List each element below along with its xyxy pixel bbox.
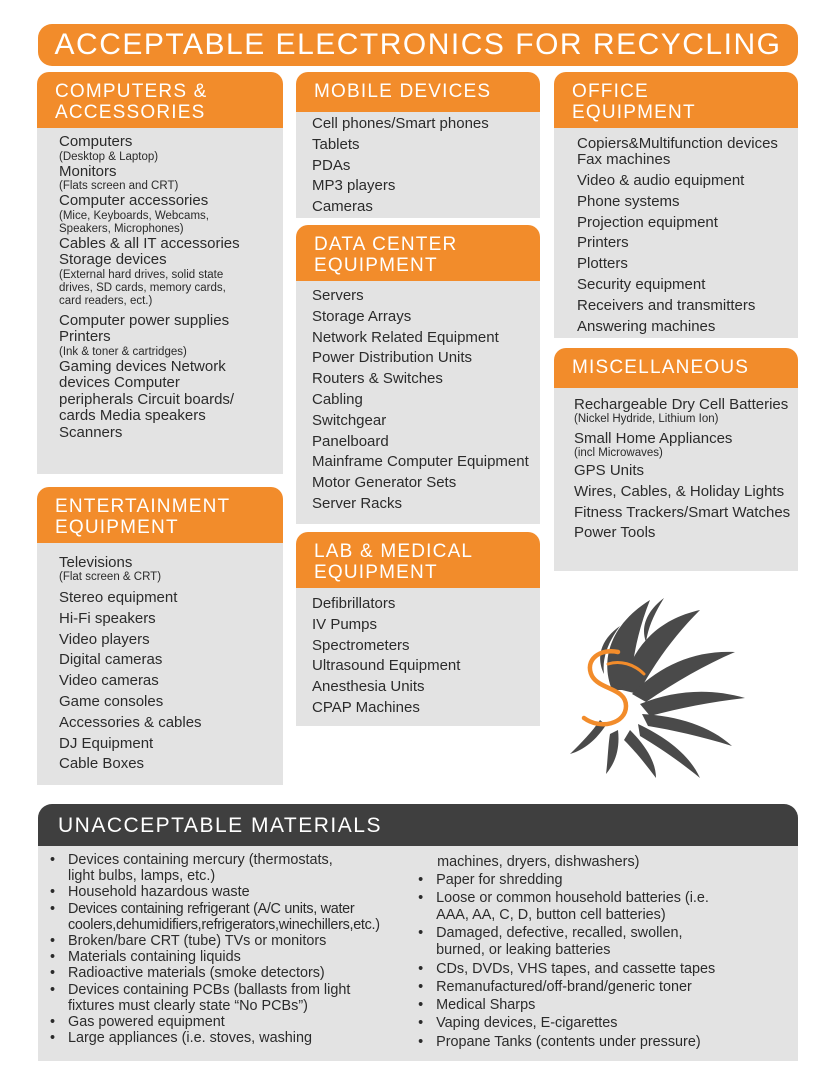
list-item: Stereo equipment xyxy=(59,589,178,606)
item-note: (Flat screen & CRT) xyxy=(59,571,162,583)
list-item: Fitness Trackers/Smart Watches xyxy=(574,503,791,521)
list-item: Anesthesia Units xyxy=(312,678,425,696)
list-item: • Materials containing liquids xyxy=(50,949,241,966)
item-note: (Mice, Keyboards, Webcams, Speakers, Microphones) xyxy=(59,209,209,235)
list-item: Video cameras xyxy=(59,672,159,690)
list-item: CPAP Machines xyxy=(312,698,420,716)
list-item: Printers xyxy=(59,328,111,345)
list-item: Cables & all IT accessories xyxy=(59,234,240,252)
page-title: ACCEPTABLE ELECTRONICS FOR RECYCLING xyxy=(38,24,798,66)
list-item: • Devices containing refrigerant (A/C units, water coolers,dehumidifiers,refrigerators,winechillers,etc.) xyxy=(50,900,380,933)
card-body xyxy=(296,281,540,524)
item-note: (Desktop & Laptop) xyxy=(59,150,159,163)
list-item: Accessories & cables xyxy=(59,713,202,731)
list-item: • Broken/bare CRT (tube) TVs or monitors xyxy=(50,933,327,950)
list-item: MP3 players xyxy=(312,177,396,195)
card-heading: COMPUTERS & ACCESSORIES xyxy=(37,72,283,128)
section-heading: UNACCEPTABLE MATERIALS xyxy=(38,804,798,846)
list-item: • Loose or common household batteries (i.e. AAA, AA, C, D, button cell batteries) xyxy=(418,889,709,924)
list-item: Projection equipment xyxy=(577,213,718,231)
list-item-continuation: machines, dryers, dishwashers) xyxy=(437,854,640,870)
card-heading: MOBILE DEVICES xyxy=(296,72,540,112)
item-note: (Nickel Hydride, Lithium Ion) xyxy=(574,413,719,425)
list-item: Motor Generator Sets xyxy=(312,474,457,492)
list-item: Printers xyxy=(577,234,629,252)
card-heading: OFFICE EQUIPMENT xyxy=(554,72,798,128)
list-item: Game consoles xyxy=(59,692,164,710)
flame-s-logo xyxy=(560,590,800,780)
list-item: Copiers&Multifunction devices Fax machines xyxy=(577,135,778,168)
list-item: Computer accessories xyxy=(59,192,209,209)
card-heading: DATA CENTER EQUIPMENT xyxy=(296,225,540,281)
list-item: • Propane Tanks (contents under pressure) xyxy=(418,1033,701,1050)
card-computers-accessories xyxy=(37,72,283,474)
card-body xyxy=(296,112,540,218)
unacceptable-list-right xyxy=(416,852,788,1061)
list-item: Small Home Appliances xyxy=(574,430,733,447)
item-note: (External hard drives, solid state drives, SD cards, memory cards, card readers, ect.) xyxy=(59,268,226,307)
unacceptable-materials-panel xyxy=(38,804,798,1061)
list-item: Cameras xyxy=(312,198,373,216)
card-body xyxy=(37,128,283,474)
list-item: Security equipment xyxy=(577,275,706,293)
list-item: Rechargeable Dry Cell Batteries xyxy=(574,396,789,413)
section-body xyxy=(38,846,798,1061)
item-note: (incl Microwaves) xyxy=(574,447,663,459)
list-item: Video & audio equipment xyxy=(577,172,745,189)
list-item: Computers xyxy=(59,133,133,150)
list-item: Tablets xyxy=(312,135,360,153)
list-item: DJ Equipment xyxy=(59,734,154,752)
card-data-center-equipment xyxy=(296,225,540,524)
list-item: • Gas powered equipment xyxy=(50,1014,225,1031)
list-item: • Medical Sharps xyxy=(418,997,536,1014)
list-item: Televisions xyxy=(59,554,133,571)
list-item: • Devices containing mercury (thermostats, light bulbs, lamps, etc.) xyxy=(50,852,333,885)
unacceptable-list-left xyxy=(48,852,410,1061)
list-item: Panelboard xyxy=(312,432,389,450)
list-item: Server Racks xyxy=(312,494,403,512)
card-heading: LAB & MEDICAL EQUIPMENT xyxy=(296,532,540,588)
card-miscellaneous xyxy=(554,348,798,571)
list-item: Receivers and transmitters xyxy=(577,296,756,314)
card-entertainment-equipment xyxy=(37,487,283,785)
logo-leaves xyxy=(570,598,745,778)
list-item: • Radioactive materials (smoke detectors) xyxy=(50,965,325,982)
list-item: Storage Arrays xyxy=(312,307,412,325)
list-item: Plotters xyxy=(577,255,628,273)
item-note: (Flats screen and CRT) xyxy=(59,180,179,192)
list-item: Cell phones/Smart phones xyxy=(312,115,489,132)
list-item: Routers & Switches xyxy=(312,370,443,388)
list-item: • Household hazardous waste xyxy=(50,884,250,901)
list-item: Cabling xyxy=(312,390,363,408)
card-body xyxy=(554,388,798,571)
card-body xyxy=(554,128,798,338)
card-body xyxy=(37,543,283,785)
list-item: • Large appliances (i.e. stoves, washing xyxy=(50,1030,312,1047)
list-item: Wires, Cables, & Holiday Lights xyxy=(574,482,785,500)
card-lab-medical-equipment xyxy=(296,532,540,726)
list-item: Monitors xyxy=(59,162,117,180)
list-item: GPS Units xyxy=(574,462,645,479)
list-item: Video players xyxy=(59,630,150,648)
list-item: Ultrasound Equipment xyxy=(312,657,461,675)
list-item: Digital cameras xyxy=(59,651,163,669)
list-item: Power Tools xyxy=(574,524,656,542)
list-item: Answering machines xyxy=(577,317,716,335)
list-item: Network Related Equipment xyxy=(312,328,499,346)
card-office-equipment xyxy=(554,72,798,338)
list-item: Power Distribution Units xyxy=(312,349,473,367)
card-mobile-devices xyxy=(296,72,540,218)
list-item: Servers xyxy=(312,287,364,304)
list-item: Storage devices xyxy=(59,251,167,268)
list-item: • CDs, DVDs, VHS tapes, and cassette tapes xyxy=(418,960,716,977)
list-item: Cable Boxes xyxy=(59,755,145,773)
list-item: • Damaged, defective, recalled, swollen, burned, or leaking batteries xyxy=(418,924,683,959)
list-item: • Devices containing PCBs (ballasts from light fixtures must clearly state “No PCBs”) xyxy=(50,981,351,1014)
card-heading: ENTERTAINMENT EQUIPMENT xyxy=(37,487,283,543)
list-item: • Remanufactured/off-brand/generic toner xyxy=(418,978,692,995)
list-item: PDAs xyxy=(312,156,351,174)
card-body xyxy=(296,588,540,726)
list-item: Gaming devices Network devices Computer peripherals Circuit boards/ cards Media speakers Scanners xyxy=(59,357,235,441)
list-item: Phone systems xyxy=(577,192,680,210)
card-heading: MISCELLANEOUS xyxy=(554,348,798,388)
list-item: Switchgear xyxy=(312,411,387,429)
list-item: Spectrometers xyxy=(312,636,410,654)
list-item: IV Pumps xyxy=(312,615,378,633)
item-note: (Ink & toner & cartridges) xyxy=(59,345,187,358)
list-item: Hi-Fi speakers xyxy=(59,609,156,627)
list-item: • Vaping devices, E-cigarettes xyxy=(418,1015,618,1032)
list-item: • Paper for shredding xyxy=(418,872,563,889)
list-item: Mainframe Computer Equipment xyxy=(312,453,529,471)
list-item: Computer power supplies xyxy=(59,311,230,329)
list-item: Defibrillators xyxy=(312,595,396,612)
